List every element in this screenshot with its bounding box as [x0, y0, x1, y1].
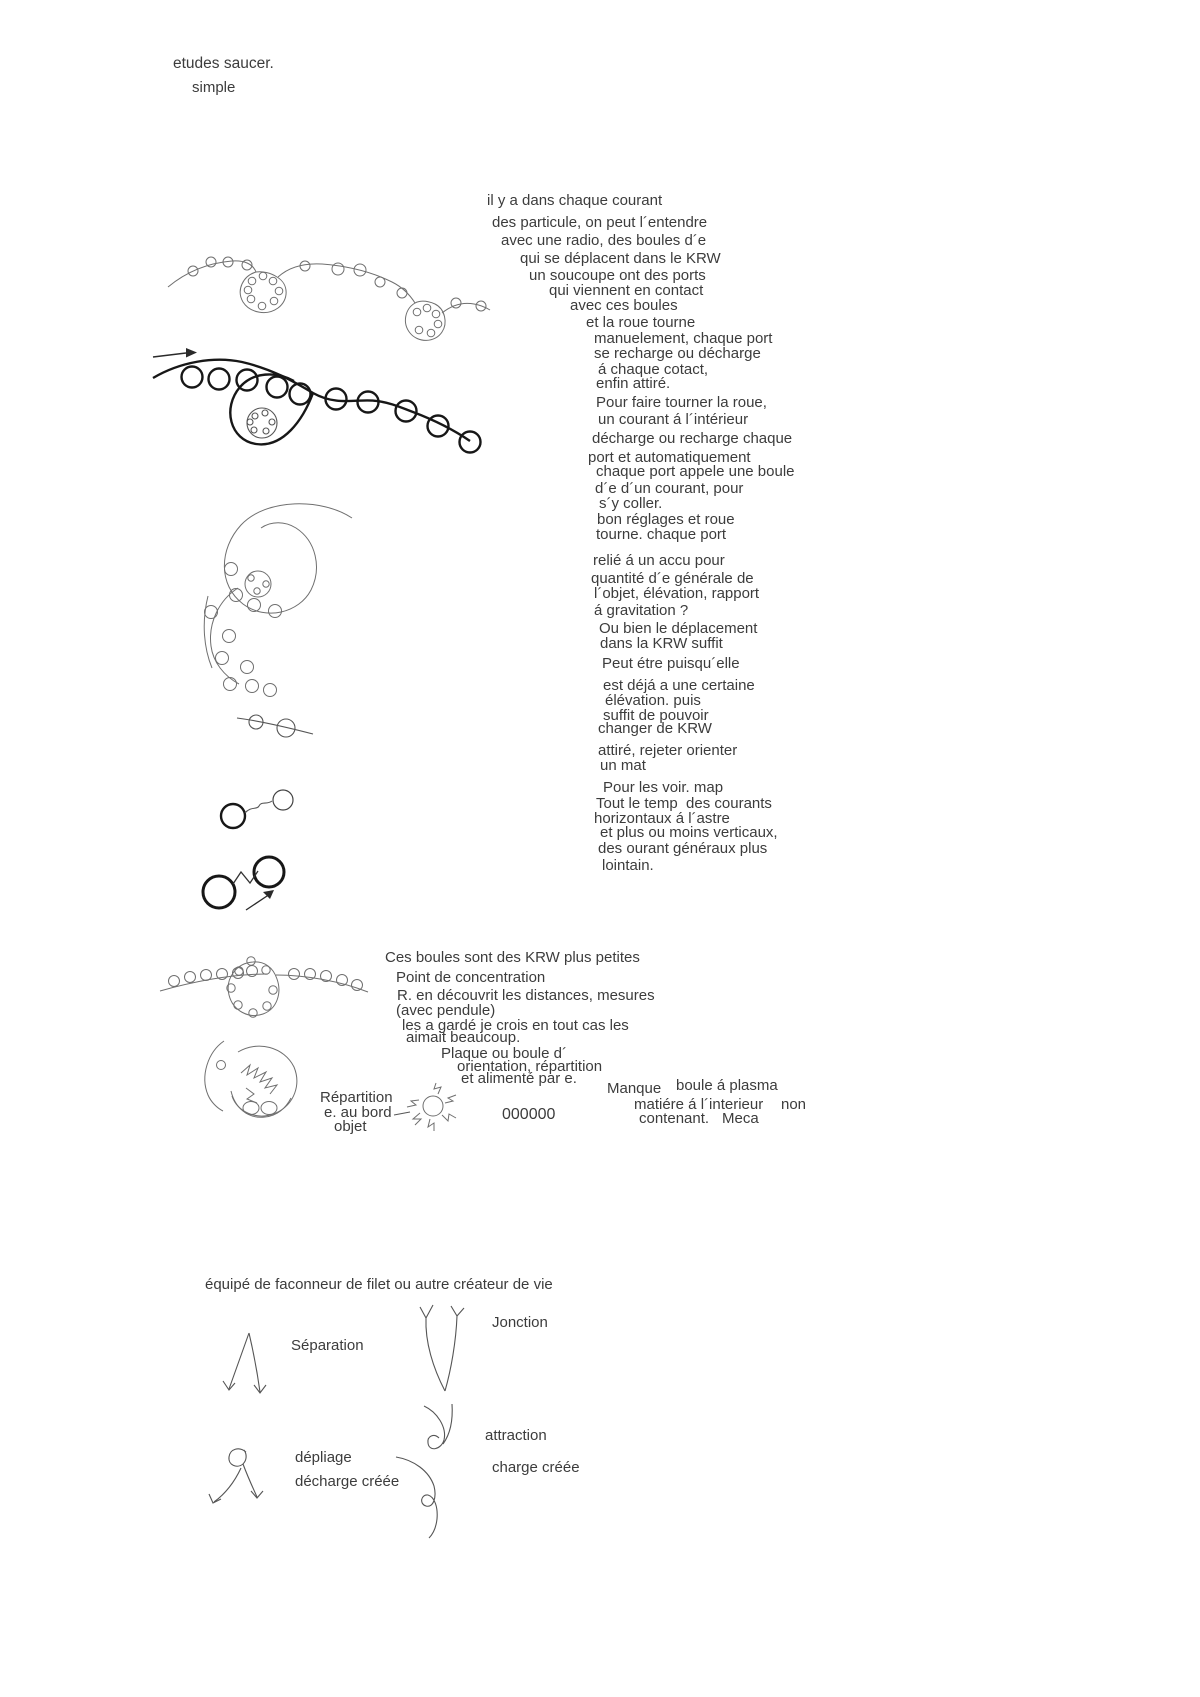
annotation-text: lointain. — [602, 857, 654, 874]
annotation-text: suffit de pouvoir — [603, 707, 709, 724]
annotation-text: changer de KRW — [598, 720, 712, 737]
annotation-text: décharge créée — [295, 1473, 400, 1490]
annotation-text: Ces boules sont des KRW plus petites — [385, 949, 640, 966]
annotation-text: qui se déplacent dans le KRW — [520, 250, 721, 267]
annotation-text: 000000 — [502, 1106, 556, 1123]
annotation-text: des ourant généraux plus — [598, 840, 768, 857]
annotation-text: s´y coller. — [599, 495, 663, 512]
annotation-text: et la roue tourne — [586, 314, 696, 331]
annotation-text: attraction — [485, 1427, 547, 1444]
annotation-text: (avec pendule) — [396, 1002, 496, 1019]
annotation-text: et plus ou moins verticaux, — [600, 824, 778, 841]
annotation-text: Séparation — [291, 1337, 364, 1354]
annotation-text: Ou bien le déplacement — [599, 620, 758, 637]
annotation-text: un soucoupe ont des ports — [529, 267, 706, 284]
annotation-text: charge créée — [492, 1459, 580, 1476]
annotation-text: Manque — [607, 1080, 662, 1097]
annotation-text: dépliage — [295, 1449, 352, 1466]
annotation-text: relié á un accu pour — [593, 552, 725, 569]
annotation-text: á gravitation ? — [594, 602, 689, 619]
annotation-text: á chaque cotact, — [598, 361, 709, 378]
annotation-text: enfin attiré. — [596, 375, 671, 392]
annotation-text: équipé de faconneur de filet ou autre créateur de vie — [205, 1276, 553, 1293]
annotation-text: dans la KRW suffit — [600, 635, 723, 652]
annotation-text: attiré, rejeter orienter — [598, 742, 738, 759]
annotation-text: chaque port appele une boule — [596, 463, 795, 480]
annotation-text: manuelement, chaque port — [594, 330, 773, 347]
annotation-text: des particule, on peut l´entendre — [492, 214, 708, 231]
annotation-text: Meca — [722, 1110, 759, 1127]
annotation-text: les a gardé je crois en tout cas les — [402, 1017, 629, 1034]
annotation-text: décharge ou recharge chaque — [592, 430, 793, 447]
annotation-text: contenant. — [639, 1110, 710, 1127]
annotation-text: horizontaux á l´astre — [594, 810, 730, 827]
annotation-text: non — [781, 1096, 807, 1113]
annotation-text: port et automatiquement — [588, 449, 751, 466]
annotation-text: R. en découvrit les distances, mesures — [397, 987, 655, 1004]
annotation-text: l´objet, élévation, rapport — [594, 585, 760, 602]
annotation-text: avec une radio, des boules d´e — [501, 232, 707, 249]
annotation-text: quantité d´e générale de — [591, 570, 754, 587]
annotation-text: Peut étre puisqu´elle — [602, 655, 740, 672]
annotation-text: tourne. chaque port — [596, 526, 727, 543]
annotation-text: Tout le temp des courants — [596, 795, 772, 812]
annotation-text: est déjá a une certaine — [603, 677, 755, 694]
annotation-text: boule á plasma — [676, 1077, 778, 1094]
annotation-text: Pour faire tourner la roue, — [596, 394, 767, 411]
annotation-text: un mat — [600, 757, 646, 774]
annotation-text: Répartition — [320, 1089, 393, 1106]
page-title: etudes saucer. — [173, 55, 274, 72]
annotation-text: élévation. puis — [605, 692, 701, 709]
annotation-text: orientation, répartition — [457, 1058, 603, 1075]
annotation-text: avec ces boules — [570, 297, 678, 314]
annotation-text: e. au bord — [324, 1104, 392, 1121]
annotation-text: aimait beaucoup. — [406, 1029, 521, 1046]
annotation-text: d´e d´un courant, pour — [595, 480, 744, 497]
annotation-text: qui viennent en contact — [549, 282, 704, 299]
annotation-text: Plaque ou boule d´ — [441, 1045, 567, 1062]
annotation-text: Jonction — [492, 1314, 548, 1331]
page-subtitle: simple — [192, 79, 236, 96]
annotation-text: et alimenté par e. — [461, 1070, 577, 1087]
annotation-text: matiére á l´interieur — [634, 1096, 764, 1113]
annotation-text: Pour les voir. map — [603, 779, 724, 796]
annotation-text: Point de concentration — [396, 969, 546, 986]
annotation-text: un courant á l´intérieur — [598, 411, 749, 428]
annotation-text: objet — [334, 1118, 367, 1135]
annotation-text: se recharge ou décharge — [594, 345, 761, 362]
annotation-text: bon réglages et roue — [597, 511, 735, 528]
annotation-text: il y a dans chaque courant — [487, 192, 663, 209]
